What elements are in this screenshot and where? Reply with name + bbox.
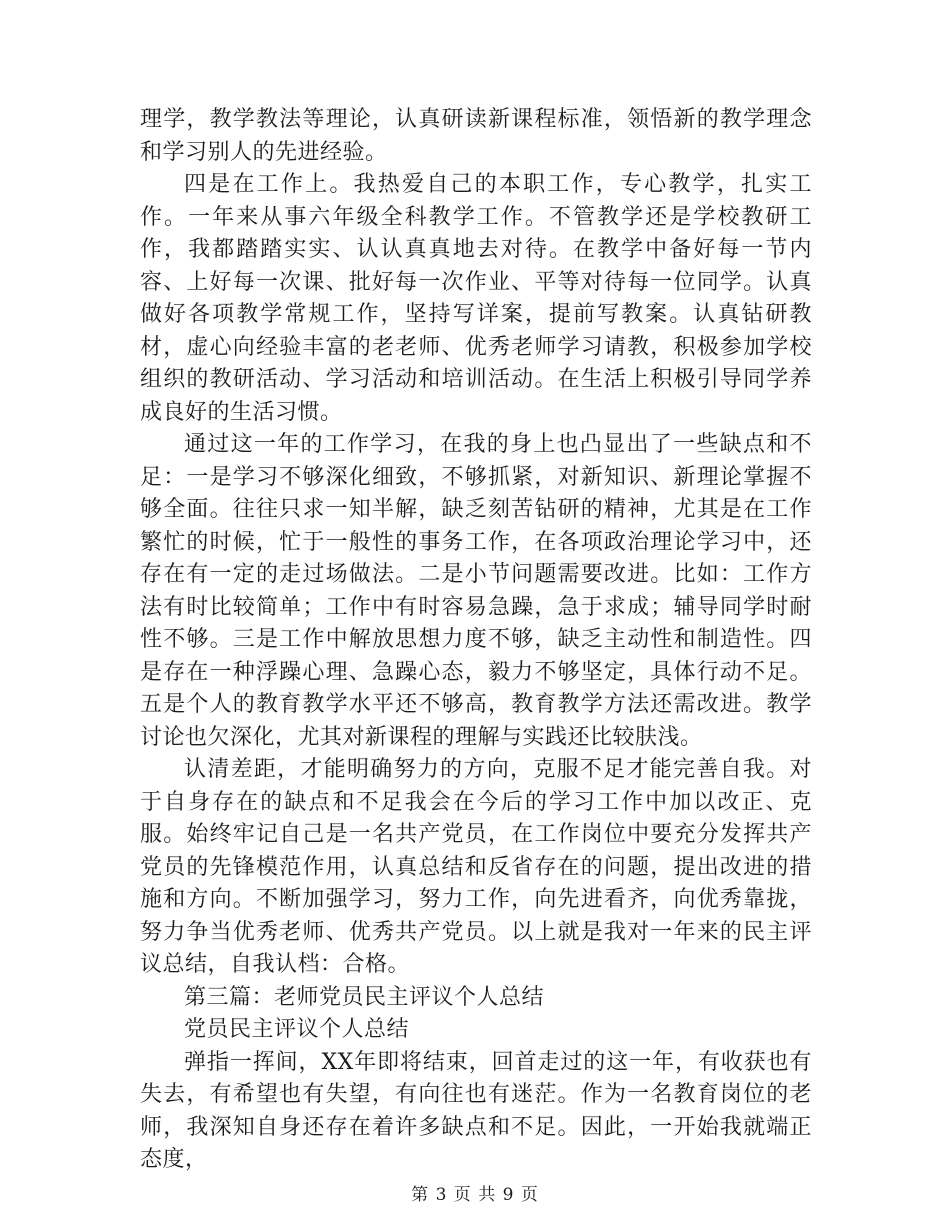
page-number-footer: 第 3 页 共 9 页	[411, 1185, 539, 1205]
document-body	[140, 104, 812, 1177]
paragraph-1: 理学，教学教法等理论，认真研读新课程标准，领悟新的教学理念和学习别人的先进经验。	[140, 107, 812, 165]
section-heading: 第三篇：老师党员民主评议个人总结	[184, 984, 545, 1010]
paragraph-4: 认清差距，才能明确努力的方向，克服不足才能完善自我。对于自身存在的缺点和不足我会在今后的学习工作中加以改正、克服。始终牢记自己是一名共产党员，在工作岗位中要充分发挥共产党员的先锋模范作用，认真总结和反省存在的问题，提出改进的措施和方向。不断加强学习，努力工作，向先进看齐，向优秀靠拢，努力争当优秀老师、优秀共产党员。以上就是我对一年来的民主评议总结，自我认档：合格。	[140, 757, 812, 977]
paragraph-5: 弹指一挥间，XX年即将结束，回首走过的这一年，有收获也有失去，有希望也有失望，有向往也有迷茫。作为一名教育岗位的老师，我深知自身还存在着许多缺点和不足。因此，一开始我就端正态度，	[140, 1049, 812, 1172]
section-subheading: 党员民主评议个人总结	[184, 1017, 410, 1042]
paragraph-3: 通过这一年的工作学习，在我的身上也凸显出了一些缺点和不足：一是学习不够深化细致，不够抓紧，对新知识、新理论掌握不够全面。往往只求一知半解，缺乏刻苦钻研的精神，尤其是在工作繁忙的时候，忙于一般性的事务工作，在各项政治理论学习中，还存在有一定的走过场做法。二是小节问题需要改进。比如：工作方法有时比较简单；工作中有时容易急躁，急于求成；辅导同学时耐性不够。三是工作中解放思想力度不够，缺乏主动性和制造性。四是存在一种浮躁心理、急躁心态，毅力不够坚定，具体行动不足。五是个人的教育教学水平还不够高，教育教学方法还需改进。教学讨论也欠深化，尤其对新课程的理解与实践还比较肤浅。	[140, 432, 812, 750]
paragraph-2: 四是在工作上。我热爱自己的本职工作，专心教学，扎实工作。一年来从事六年级全科教学工作。不管教学还是学校教研工作，我都踏踏实实、认认真真地去对待。在教学中备好每一节内容、上好每一次课、批好每一次作业、平等对待每一位同学。认真做好各项教学常规工作，坚持写详案，提前写教案。认真钻研教材，虚心向经验丰富的老老师、优秀老师学习请教，积极参加学校组织的教研活动、学习活动和培训活动。在生活上积极引导同学养成良好的生活习惯。	[140, 172, 812, 425]
